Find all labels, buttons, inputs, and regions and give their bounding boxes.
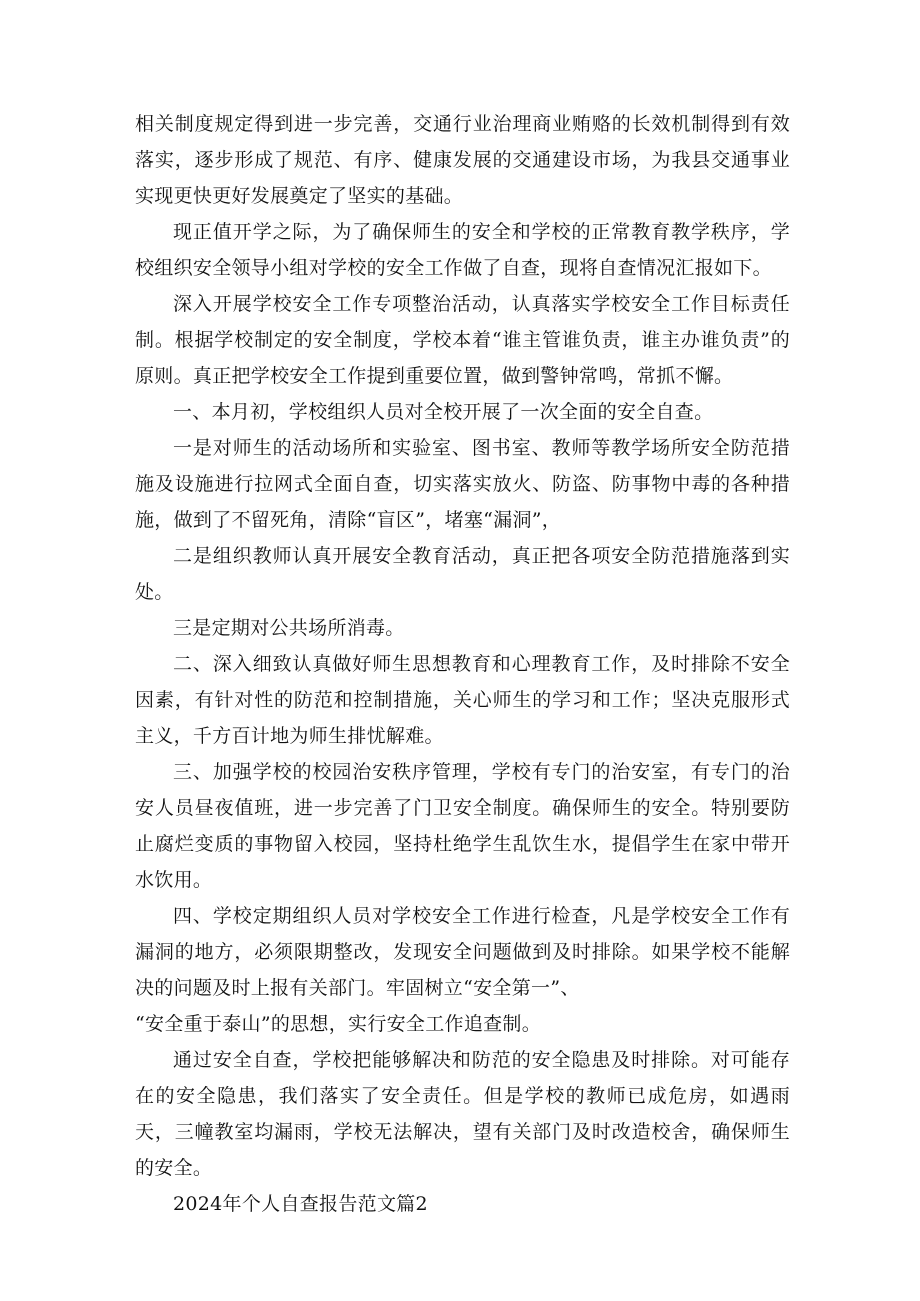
- paragraph-8: 二、深入细致认真做好师生思想教育和心理教育工作，及时排除不安全因素，有针对性的防范和控制措施，关心师生的学习和工作；坚决克服形式主义，千方百计地为师生排忧解难。: [135, 653, 790, 747]
- paragraph-7: 三是定期对公共场所消毒。: [173, 617, 405, 639]
- paragraph-3: 深入开展学校安全工作专项整治活动，认真落实学校安全工作目标责任制。根据学校制定的安全制度，学校本着“谁主管谁负责，谁主办谁负责”的原则。真正把学校安全工作提到重要位置，做到警钟常鸣，常抓不懈。: [135, 293, 790, 387]
- section-heading: 2024年个人自查报告范文篇2: [173, 1193, 428, 1215]
- paragraph-5: 一是对师生的活动场所和实验室、图书室、教师等教学场所安全防范措施及设施进行拉网式全面自查，切实落实放火、防盗、防事物中毒的各种措施，做到了不留死角，清除“盲区”，堵塞“漏洞”，: [135, 437, 790, 531]
- paragraph-11: “安全重于泰山”的思想，实行安全工作追查制。: [135, 1013, 542, 1035]
- paragraph-6: 二是组织教师认真开展安全教育活动，真正把各项安全防范措施落到实处。: [135, 545, 790, 603]
- paragraph-10: 四、学校定期组织人员对学校安全工作进行检查，凡是学校安全工作有漏洞的地方，必须限期整改，发现安全问题做到及时排除。如果学校不能解决的问题及时上报有关部门。牢固树立“安全第一”、: [135, 905, 790, 999]
- paragraph-9: 三、加强学校的校园治安秩序管理，学校有专门的治安室，有专门的治安人员昼夜值班，进一步完善了门卫安全制度。确保师生的安全。特别要防止腐烂变质的事物留入校园，坚持杜绝学生乱饮生水，提倡学生在家中带开水饮用。: [135, 761, 790, 891]
- document-body: [135, 106, 790, 1222]
- paragraph-1: 相关制度规定得到进一步完善，交通行业治理商业贿赂的长效机制得到有效落实，逐步形成了规范、有序、健康发展的交通建设市场，为我县交通事业实现更快更好发展奠定了坚实的基础。: [135, 113, 790, 207]
- paragraph-4: 一、本月初，学校组织人员对全校开展了一次全面的安全自查。: [173, 401, 714, 423]
- paragraph-12: 通过安全自查，学校把能够解决和防范的安全隐患及时排除。对可能存在的安全隐患，我们落实了安全责任。但是学校的教师已成危房，如遇雨天，三幢教室均漏雨，学校无法解决，望有关部门及时改造校舍，确保师生的安全。: [135, 1049, 790, 1179]
- paragraph-2: 现正值开学之际，为了确保师生的安全和学校的正常教育教学秩序，学校组织安全领导小组对学校的安全工作做了自查，现将自查情况汇报如下。: [135, 221, 790, 279]
